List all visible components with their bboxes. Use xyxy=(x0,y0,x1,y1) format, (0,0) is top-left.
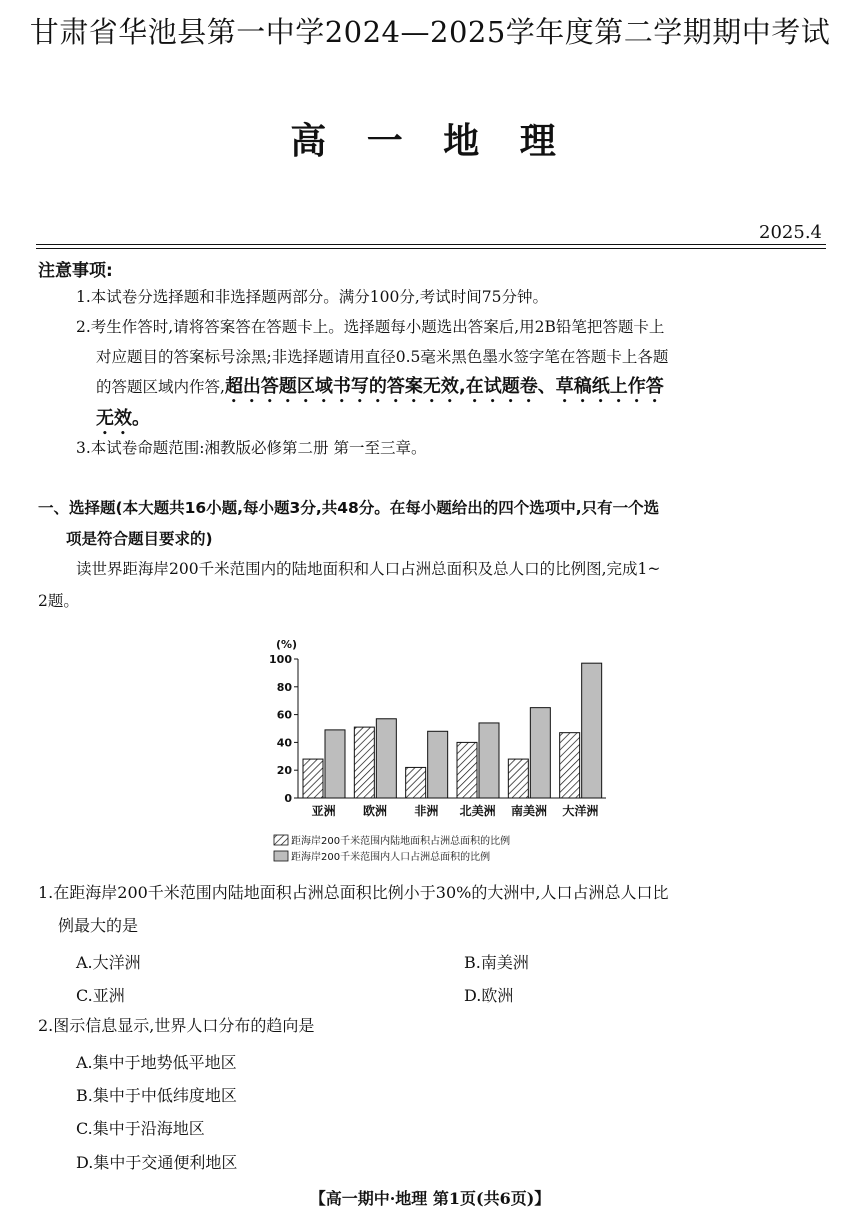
legend-swatch-population xyxy=(274,851,288,861)
bar-population xyxy=(376,719,396,798)
bar-population xyxy=(325,730,345,798)
question-2-option-d: D.集中于交通便利地区 xyxy=(76,1153,238,1172)
bar-land-area xyxy=(560,733,580,798)
x-category-label: 亚洲 xyxy=(311,804,336,818)
x-category-label: 北美洲 xyxy=(459,804,496,818)
page-footer: 【高一期中·地理 第1页(共6页)】 xyxy=(309,1189,551,1208)
legend-label-land: 距海岸200千米范围内陆地面积占洲总面积的比例 xyxy=(291,836,511,847)
notes-heading: 注意事项: xyxy=(38,261,113,281)
reading-intro-cont: 2题。 xyxy=(38,592,79,610)
exam-title: 甘肃省华池县第一中学2024—2025学年度第二学期期中考试 xyxy=(29,15,831,49)
legend-label-population: 距海岸200千米范围内人口占洲总面积的比例 xyxy=(291,852,491,863)
question-1-option-c: C.亚洲 xyxy=(76,986,125,1005)
exam-date: 2025.4 xyxy=(759,222,822,243)
y-tick-label: 80 xyxy=(276,680,292,694)
x-category-label: 大洋洲 xyxy=(562,804,599,818)
question-2-option-a: A.集中于地势低平地区 xyxy=(76,1053,237,1072)
y-tick-label: 0 xyxy=(284,792,292,805)
y-tick-label: 100 xyxy=(269,653,292,666)
subject-title: 高 一 地 理 xyxy=(290,121,570,162)
bar-land-area xyxy=(303,759,323,798)
x-category-label: 欧洲 xyxy=(362,804,388,818)
question-1-option-a: A.大洋洲 xyxy=(76,953,141,972)
bar-population xyxy=(428,731,448,798)
coastal-population-bar-chart xyxy=(250,628,610,868)
bar-population xyxy=(530,708,550,798)
note-warning-emphasis-end: 无效。 xyxy=(96,408,150,429)
note-item-2-line-1: 2.考生作答时,请将答案答在答题卡上。选择题每小题选出答案后,用2B铅笔把答题卡上 xyxy=(76,318,665,336)
y-tick-label: 40 xyxy=(276,736,292,750)
question-1-stem-cont: 例最大的是 xyxy=(58,916,139,935)
note-item-2-line-2: 对应题目的答案标号涂黑;非选择题请用直径0.5毫米黑色墨水签字笔在答题卡上各题 xyxy=(96,348,669,366)
note-item-2-plain-text: 的答题区域内作答, xyxy=(96,378,225,396)
y-axis-unit-label: (%) xyxy=(276,638,298,651)
note-warning-emphasis: 超出答题区域书写的答案无效,在试题卷、草稿纸上作答 xyxy=(224,376,664,397)
bar-population xyxy=(582,663,602,798)
question-1-option-d: D.欧洲 xyxy=(464,986,514,1005)
question-1-option-b: B.南美洲 xyxy=(464,953,529,972)
section-1-heading: 一、选择题(本大题共16小题,每小题3分,共48分。在每小题给出的四个选项中,只有一个选 xyxy=(38,499,660,517)
x-axis-labels xyxy=(312,803,599,818)
x-category-label: 非洲 xyxy=(414,804,439,818)
bar-land-area xyxy=(406,767,426,798)
question-2-stem: 2.图示信息显示,世界人口分布的趋向是 xyxy=(38,1016,315,1035)
bar-series xyxy=(303,663,602,798)
legend xyxy=(274,834,510,863)
bar-land-area xyxy=(508,759,528,798)
note-item-3: 3.本试卷命题范围:湘教版必修第二册 第一至三章。 xyxy=(76,439,427,457)
legend-swatch-land xyxy=(274,835,288,845)
bar-land-area xyxy=(354,727,374,798)
question-2-option-b: B.集中于中低纬度地区 xyxy=(76,1086,237,1105)
note-item-1: 1.本试卷分选择题和非选择题两部分。满分100分,考试时间75分钟。 xyxy=(76,288,549,306)
note-item-2-line-3 xyxy=(96,371,826,407)
bar-land-area xyxy=(457,742,477,798)
question-1-stem: 1.在距海岸200千米范围内陆地面积占洲总面积比例小于30%的大洲中,人口占洲总人口比 xyxy=(38,883,669,902)
reading-intro: 读世界距海岸200千米范围内的陆地面积和人口占洲总面积及总人口的比例图,完成1~ xyxy=(76,560,661,578)
question-2-option-c: C.集中于沿海地区 xyxy=(76,1119,205,1138)
y-tick-label: 20 xyxy=(276,764,292,778)
y-tick-label: 60 xyxy=(276,708,292,722)
header-rule-bottom xyxy=(36,248,826,249)
header-rule-top xyxy=(36,244,826,245)
bar-population xyxy=(479,723,499,798)
x-category-label: 南美洲 xyxy=(510,804,548,818)
section-1-heading-cont: 项是符合题目要求的) xyxy=(66,530,213,548)
